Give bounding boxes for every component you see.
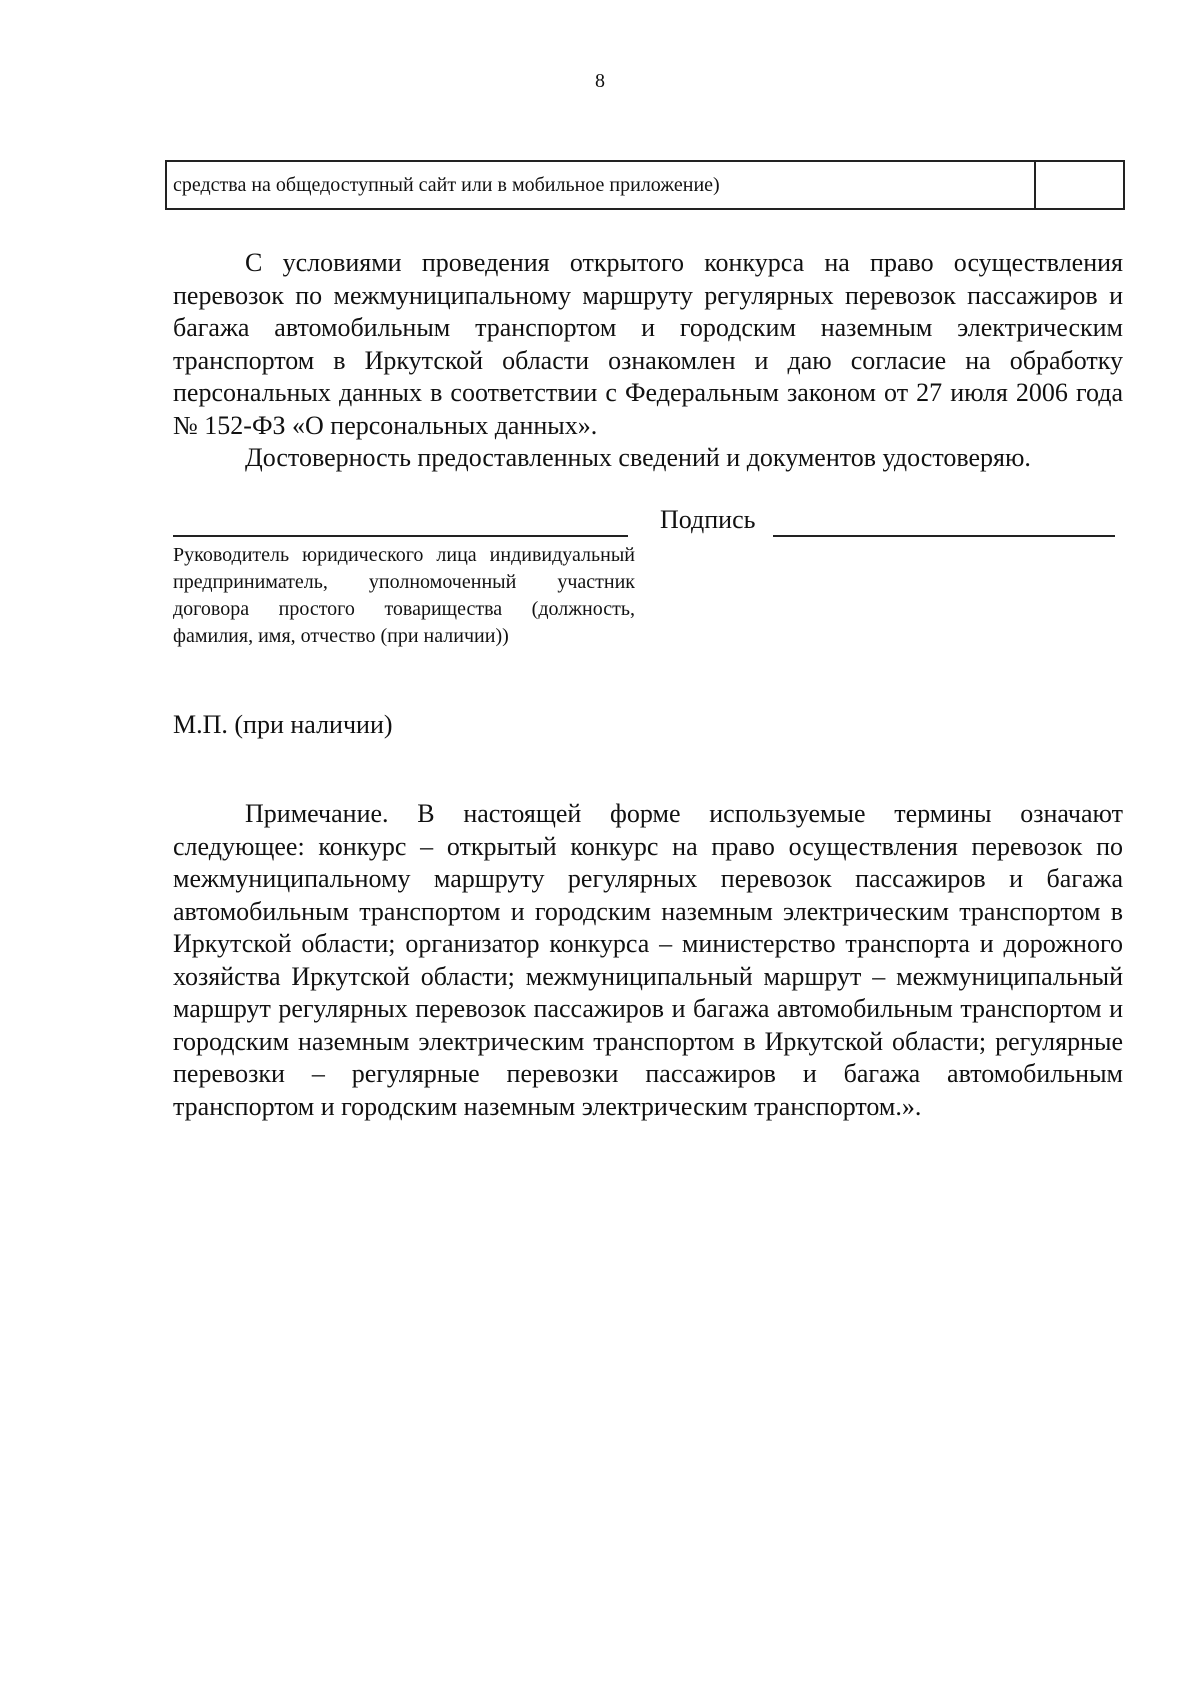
note-paragraph: Примечание. В настоящей форме используемые термины означают следующее: конкурс – открытый конкурс на право осуществления перевозок по межмуниципальному маршруту регулярных перевозок пассажиров и багажа автомобильным транспортом и городским наземным электрическим транспортом в Иркутской области; организатор конкурса – министерство транспорта и дорожного хозяйства Иркутской области; межмуниципальный маршрут – межмуниципальный маршрут регулярных перевозок пассажиров и багажа автомобильным транспортом и городским наземным электрическим транспортом в Иркутской области; регулярные перевозки – регулярные перевозки пассажиров и багажа автомобильным транспортом и городским наземным электрическим транспортом.».	[173, 799, 1123, 1121]
signature-line	[773, 535, 1115, 537]
table-cell-text: средства на общедоступный сайт или в мобильное приложение)	[167, 162, 1036, 208]
signer-description	[173, 542, 635, 650]
signer-name-line	[173, 535, 628, 537]
reliability-paragraph: Достоверность предоставленных сведений и документов удостоверяю.	[245, 443, 1031, 472]
signer-description-main: Руководитель юридического лица индивидуальный предприниматель, уполномоченный участник договора простого товарищества (должность,	[173, 544, 635, 620]
stamp-text: М.П. (при наличии)	[173, 710, 393, 739]
signer-description-last: фамилия, имя, отчество (при наличии))	[173, 625, 509, 647]
consent-paragraph: С условиями проведения открытого конкурса на право осуществления перевозок по межмуниципальному маршруту регулярных перевозок пассажиров и багажа автомобильным транспортом и городским наземным электрическим транспортом в Иркутской области ознакомлен и даю согласие на обработку персональных данных в соответствии с Федеральным законом от 27 июля 2006 года № 152-ФЗ «О персональных данных».	[173, 248, 1123, 440]
signature-label: Подпись	[660, 505, 756, 534]
table-row	[165, 160, 1125, 210]
table-cell-empty	[1036, 162, 1123, 208]
page-number: 8	[595, 70, 605, 92]
